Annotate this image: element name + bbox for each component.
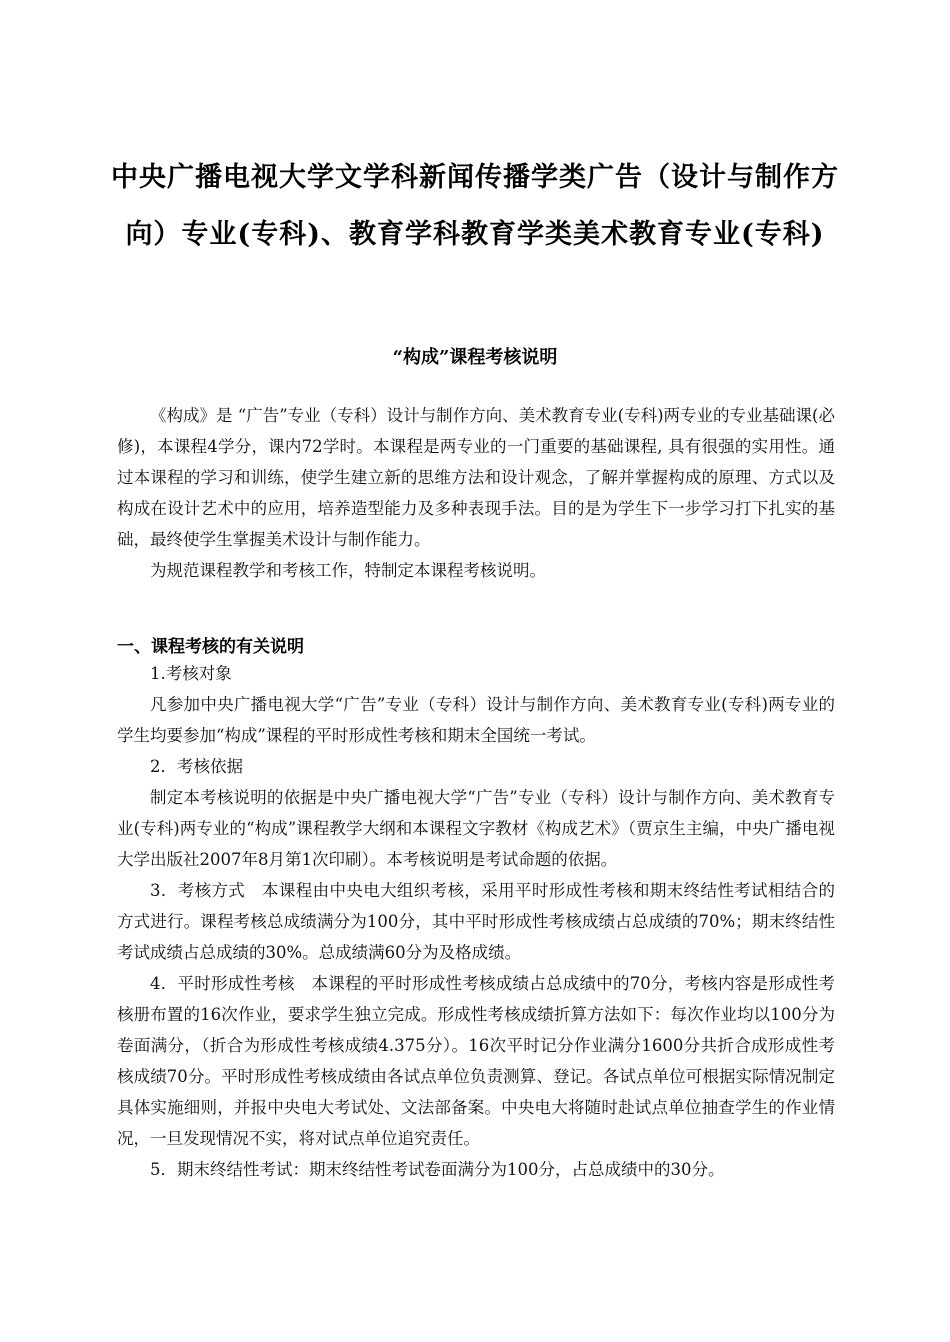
section-paragraph: 5．期末终结性考试：期末终结性考试卷面满分为100分，占总成绩中的30分。 <box>150 1160 725 1179</box>
section-paragraph: 制定本考核说明的依据是中央广播电视大学“广告”专业（专科）设计与制作方向、美术教育专业(专科)两专业的“构成”课程教学大纲和本课程文字教材《构成艺术》（贾京生主编，中央广播电视大学出版社2007年8月第1次印刷）。本考核说明是考试命题的依据。 <box>117 788 835 869</box>
section-paragraph: 3．考核方式 本课程由中央电大组织考核，采用平时形成性考核和期末终结性考试相结合的方式进行。课程考核总成绩满分为100分，其中平时形成性考核成绩占总成绩的70%；期末终结性考试成绩占总成绩的30%。总成绩满60分为及格成绩。 <box>117 881 835 962</box>
intro-paragraph: 《构成》是 “广告”专业（专科）设计与制作方向、美术教育专业(专科)两专业的专业基础课(必修)，本课程4学分，课内72学时。本课程是两专业的一门重要的基础课程, 具有很强的实用性。通过本课程的学习和训练，使学生建立新的思维方法和设计观念，了解并掌握构成的原理、方式以及构成在设计艺术中的应用，培养造型能力及多种表现手法。目的是为学生下一步学习打下扎实的基础，最终使学生掌握美术设计与制作能力。 <box>117 406 835 549</box>
section-item-title: 1.考核对象 <box>150 664 232 683</box>
intro-paragraph: 为规范课程教学和考核工作，特制定本课程考核说明。 <box>150 561 546 580</box>
document-title-line-1: 中央广播电视大学文学科新闻传播学类广告（设计与制作方 <box>111 162 839 193</box>
section-paragraph: 凡参加中央广播电视大学“广告”专业（专科）设计与制作方向、美术教育专业(专科)两专业的学生均要参加“构成”课程的平时形成性考核和期末全国统一考试。 <box>117 695 835 745</box>
section-paragraph: 4．平时形成性考核 本课程的平时形成性考核成绩占总成绩中的70分，考核内容是形成性考核册布置的16次作业，要求学生独立完成。形成性考核成绩折算方法如下：每次作业均以100分为卷面满分，（折合为形成性考核成绩4.375分）。16次平时记分作业满分1600分共折合成形成性考核成绩70分。平时形成性考核成绩由各试点单位负责测算、登记。各试点单位可根据实际情况制定具体实施细则，并报中央电大考试处、文法部备案。中央电大将随时赴试点单位抽查学生的作业情况，一旦发现情况不实，将对试点单位追究责任。 <box>117 974 835 1148</box>
section-item-title: 2．考核依据 <box>150 757 243 776</box>
document-title-line-2: 向）专业(专科)、教育学科教育学类美术教育专业(专科) <box>125 219 825 250</box>
document-subtitle: “构成”课程考核说明 <box>392 347 558 368</box>
section-heading: 一、课程考核的有关说明 <box>117 637 304 657</box>
section-body <box>117 658 835 1185</box>
intro-section <box>117 400 835 586</box>
